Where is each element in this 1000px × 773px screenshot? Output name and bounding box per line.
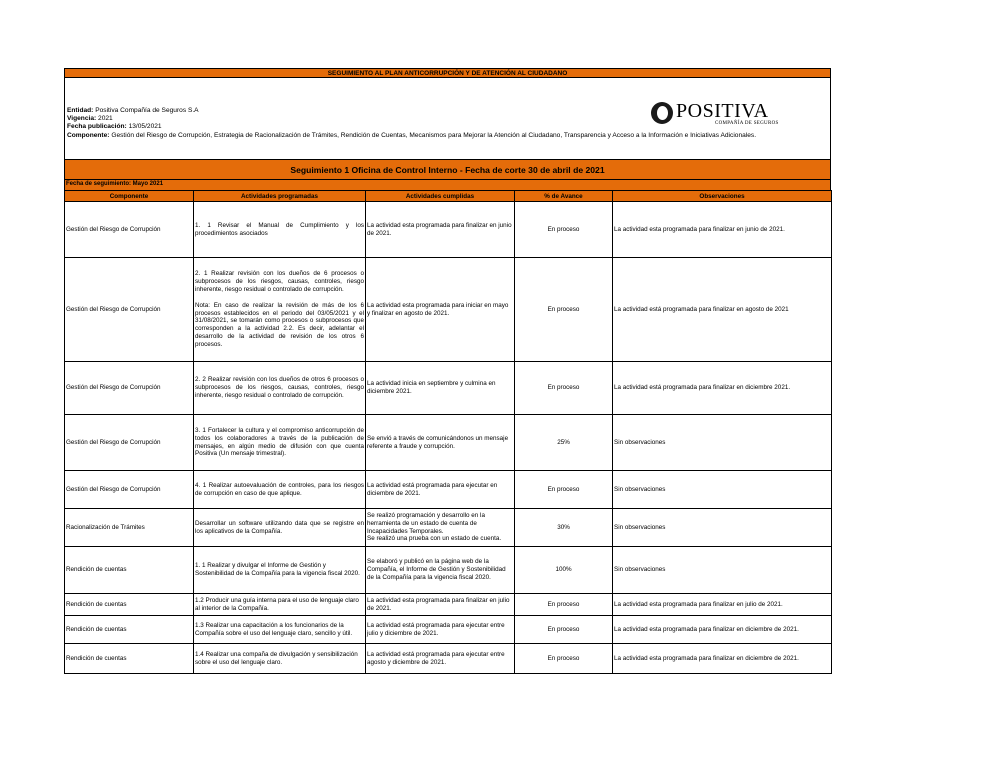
cell-componente: Rendición de cuentas <box>65 594 194 616</box>
cell-cumplidas: Se envió a través de comunicándonos un mensaje referente a fraude y corrupción. <box>366 415 515 471</box>
cell-componente: Gestión del Riesgo de Corrupción <box>65 202 194 258</box>
cell-componente: Rendición de cuentas <box>65 644 194 674</box>
logo-word: POSITIVA <box>676 100 769 122</box>
cell-programadas: 3. 1 Fortalecer la cultura y el compromiso anticorrupción de todos los colaboradores a través de la publicación de mensajes, en algún medio de difusión con que cuenta Positiva (Un mensaje trimestral). <box>194 415 366 471</box>
vigencia-label: Vigencia: <box>67 115 97 123</box>
table-row <box>65 509 832 547</box>
cell-componente: Gestión del Riesgo de Corrupción <box>65 258 194 362</box>
table-row <box>65 644 832 674</box>
col-header-componente: Componente <box>65 191 194 202</box>
cell-componente: Rendición de cuentas <box>65 616 194 644</box>
logo-sub: COMPAÑÍA DE SEGUROS <box>715 121 779 126</box>
cell-cumplidas: Se realizó programación y desarrollo en la herramienta de un estado de cuenta de Incapacidades Temporales. Se realizó una prueba con un estado de cuenta. <box>366 509 515 547</box>
col-header-avance: % de Avance <box>515 191 613 202</box>
header-row <box>65 191 832 202</box>
cell-cumplidas: La actividad esta programada para iniciar en mayo y finalizar en agosto de 2021. <box>366 258 515 362</box>
positiva-logo-mark-icon <box>651 102 673 124</box>
cell-programadas: 2. 2 Realizar revisión con los dueños de otros 6 procesos o subprocesos de los riesgos, causas, controles, riesgo inherente, riesgo residual o controlado de corrupción. <box>194 362 366 415</box>
cell-avance: En proceso <box>515 644 613 674</box>
table-row <box>65 415 832 471</box>
table-row <box>65 362 832 415</box>
cell-observaciones: La actividad está programada para finalizar en diciembre 2021. <box>613 362 832 415</box>
cell-observaciones: Sin observaciones <box>613 547 832 594</box>
table-row <box>65 616 832 644</box>
cell-avance: En proceso <box>515 202 613 258</box>
fecha-value: 13/05/2021 <box>128 123 162 131</box>
cell-observaciones: La actividad esta programada para finalizar en diciembre de 2021. <box>613 616 832 644</box>
cell-programadas: Desarrollar un software utilizando data que se registre en los aplicativos de la Compañía. <box>194 509 366 547</box>
entidad-value: Positiva Compañía de Seguros S.A <box>95 107 199 114</box>
cell-avance: En proceso <box>515 258 613 362</box>
col-header-observaciones: Observaciones <box>613 191 832 202</box>
table-row <box>65 258 832 362</box>
cell-programadas: 1. 1 Realizar y divulgar el Informe de Gestión y Sostenibilidad de la Compañía para la vigencia fiscal 2020. <box>194 547 366 594</box>
cell-componente: Racionalización de Trámites <box>65 509 194 547</box>
cell-cumplidas: La actividad está programada para ejecutar entre julio y diciembre de 2021. <box>366 616 515 644</box>
cell-avance: En proceso <box>515 362 613 415</box>
cell-cumplidas: La actividad está programada para ejecutar en diciembre de 2021. <box>366 471 515 509</box>
vigencia-value: 2021 <box>98 115 113 123</box>
table-row <box>65 471 832 509</box>
cell-programadas: 1. 1 Revisar el Manual de Cumplimiento y los procedimientos asociados <box>194 202 366 258</box>
cell-cumplidas: Se elaboró y publicó en la página web de la Compañía, el Informe de Gestión y Sostenibilidad de la Compañía para la vigencia fiscal 2020. <box>366 547 515 594</box>
col-header-programadas: Actividades programadas <box>194 191 366 202</box>
cell-componente: Gestión del Riesgo de Corrupción <box>65 415 194 471</box>
fecha-label: Fecha publicación: <box>67 123 127 131</box>
cell-observaciones: La actividad esta programada para finalizar en diciembre de 2021. <box>613 644 832 674</box>
cell-avance: 30% <box>515 509 613 547</box>
cell-avance: 25% <box>515 415 613 471</box>
cell-avance: En proceso <box>515 594 613 616</box>
cell-programadas: 4. 1 Realizar autoevaluación de controles, para los riesgos de corrupción en caso de que aplique. <box>194 471 366 509</box>
componente-value: Gestión del Riesgo de Corrupción, Estrategia de Racionalización de Trámites, Rendición de Cuentas, Mecanismos para Mejorar la Atención al Ciudadano, Transparencia y Acceso a la Información e Iniciativas Adicionales. <box>111 131 757 139</box>
componente-line <box>67 132 756 140</box>
cell-observaciones: La actividad está programada para finalizar en agosto de 2021 <box>613 258 832 362</box>
cell-avance: En proceso <box>515 471 613 509</box>
seguimiento-table <box>64 190 832 674</box>
col-header-cumplidas: Actividades cumplidas <box>366 191 515 202</box>
componente-label: Componente: <box>67 131 110 139</box>
info-block <box>64 78 831 159</box>
cell-componente: Rendición de cuentas <box>65 547 194 594</box>
cell-cumplidas: La actividad esta programada para finalizar en junio de 2021. <box>366 202 515 258</box>
entidad-label: Entidad: <box>67 107 94 114</box>
cell-cumplidas: La actividad está programada para ejecutar entre agosto y diciembre de 2021. <box>366 644 515 674</box>
cell-avance: En proceso <box>515 616 613 644</box>
cell-cumplidas: La actividad inicia en septiembre y culmina en diciembre 2021. <box>366 362 515 415</box>
cell-programadas: 1.4 Realizar una compaña de divulgación y sensibilización sobre el uso del lenguaje claro. <box>194 644 366 674</box>
cell-componente: Gestión del Riesgo de Corrupción <box>65 471 194 509</box>
table-row <box>65 547 832 594</box>
spreadsheet-sheet <box>64 68 831 674</box>
cell-programadas: 1.2 Producir una guía interna para el uso de lenguaje claro al interior de la Compañía. <box>194 594 366 616</box>
table-row <box>65 594 832 616</box>
cell-cumplidas: La actividad esta programada para finalizar en julio de 2021. <box>366 594 515 616</box>
main-title-band: SEGUIMIENTO AL PLAN ANTICORRUPCIÓN Y DE ATENCIÓN AL CIUDADANO <box>64 68 831 78</box>
fecha-seguimiento-row: Fecha de seguimiento: Mayo 2021 <box>64 180 831 190</box>
cell-observaciones: Sin observaciones <box>613 471 832 509</box>
seguimiento-title-band: Seguimiento 1 Oficina de Control Interno - Fecha de corte 30 de abril de 2021 <box>64 159 831 180</box>
cell-observaciones: Sin observaciones <box>613 509 832 547</box>
cell-programadas: 2. 1 Realizar revisión con los dueños de 6 procesos o subprocesos de los riesgos, causas, controles, riesgo inherente, riesgo residual o controlado de corrupción. Nota: En caso de realizar la revisión de más de los 6 procesos establecidos en el periodo del 03/05/2021 y el 31/08/2021, se tomarán como procesos o subprocesos que corresponden a la actividad 2.2. Es decir, adelantar el desarrollo de la actividad de revisión de los otros 6 procesos. <box>194 258 366 362</box>
table-row <box>65 202 832 258</box>
positiva-logo <box>651 101 791 125</box>
cell-componente: Gestión del Riesgo de Corrupción <box>65 362 194 415</box>
cell-observaciones: La actividad esta programada para finalizar en julio de 2021. <box>613 594 832 616</box>
cell-programadas: 1.3 Realizar una capacitación a los funcionarios de la Compañía sobre el uso del lenguaje claro, sencillo y útil. <box>194 616 366 644</box>
cell-observaciones: La actividad esta programada para finalizar en junio de 2021. <box>613 202 832 258</box>
cell-observaciones: Sin observaciones <box>613 415 832 471</box>
cell-avance: 100% <box>515 547 613 594</box>
